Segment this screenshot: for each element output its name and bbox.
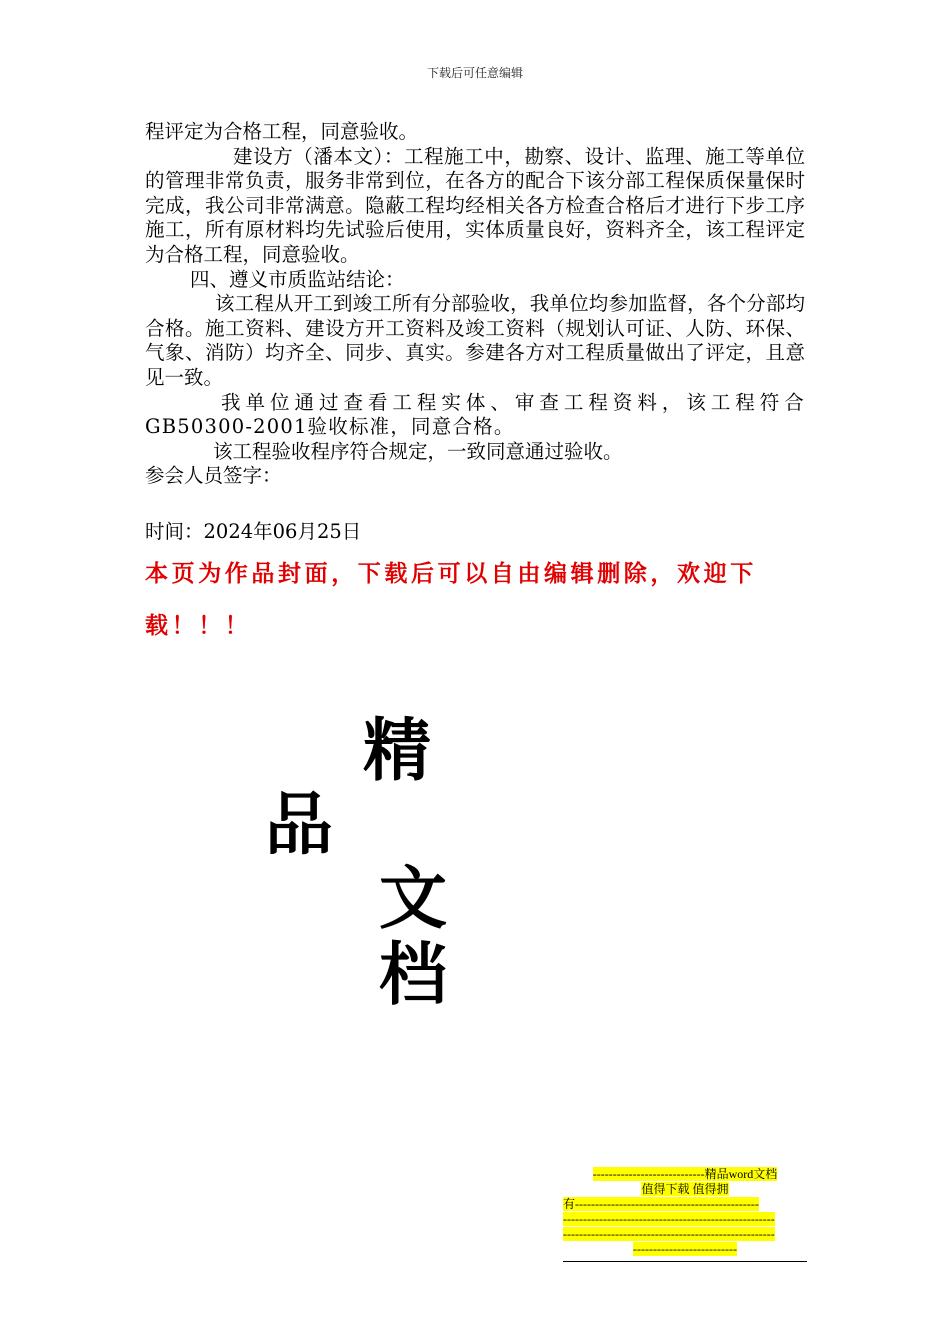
paragraph-conclusion-end: 程评定为合格工程，同意验收。 <box>145 120 419 143</box>
paragraph-supervision: 该工程从开工到竣工所有分部验收，我单位均参加监督，各个分部均合格。施工资料、建设方开工资料及竣工资料（规划认可证、人防、环保、气象、消防）均齐全、同步、真实。参建各方对工程质量做出了评定，且意见一致。 <box>145 292 805 389</box>
signature-label: 参会人员签字： <box>145 464 282 488</box>
stamp-line-1: ----------------------------精品word文档 <box>592 1167 778 1181</box>
stamp-line-3: 有---------------------------------------------- <box>563 1197 759 1211</box>
cover-char-jing: 精 <box>363 712 432 791</box>
page-header: 下载后可任意编辑 <box>426 66 523 80</box>
stamp-line-6: -------------------------- <box>633 1242 737 1256</box>
footer-stamp <box>563 1167 807 1262</box>
paragraph-procedure: 该工程验收程序符合规定，一致同意通过验收。 <box>213 439 623 463</box>
cover-char-pin: 品 <box>265 786 334 865</box>
stamp-line-5: ----------------------------------------------------- <box>563 1227 775 1241</box>
paragraph-owner-opinion: 建设方（潘本文）：工程施工中，勘察、设计、监理、施工等单位的管理非常负责，服务非常到位，在各方的配合下该分部工程保质保量保时完成，我公司非常满意。隐蔽工程均经相关各方检查合格后才进行下步工序施工，所有原材料均先试验后使用，实体质量良好，资料齐全，该工程评定为合格工程，同意验收。 <box>145 144 805 266</box>
date-line: 时间：2024年06月25日 <box>145 520 362 543</box>
paragraph-standard: 我单位通过查看工程实体、审查工程资料，该工程符合GB50300-2001验收标准，同意合格。 <box>145 390 805 439</box>
section-heading-quality-station: 四、遵义市质监站结论： <box>190 267 405 291</box>
stamp-rule <box>563 1261 807 1262</box>
cover-char-dang: 档 <box>379 936 448 1015</box>
cover-notice: 本页为作品封面，下载后可以自由编辑删除，欢迎下载！！！ <box>145 561 757 639</box>
document-body <box>145 120 805 489</box>
stamp-line-2: 值得下载 值得拥 <box>641 1182 729 1196</box>
stamp-line-4: ----------------------------------------------------- <box>563 1212 775 1226</box>
cover-char-wen: 文 <box>379 860 448 939</box>
